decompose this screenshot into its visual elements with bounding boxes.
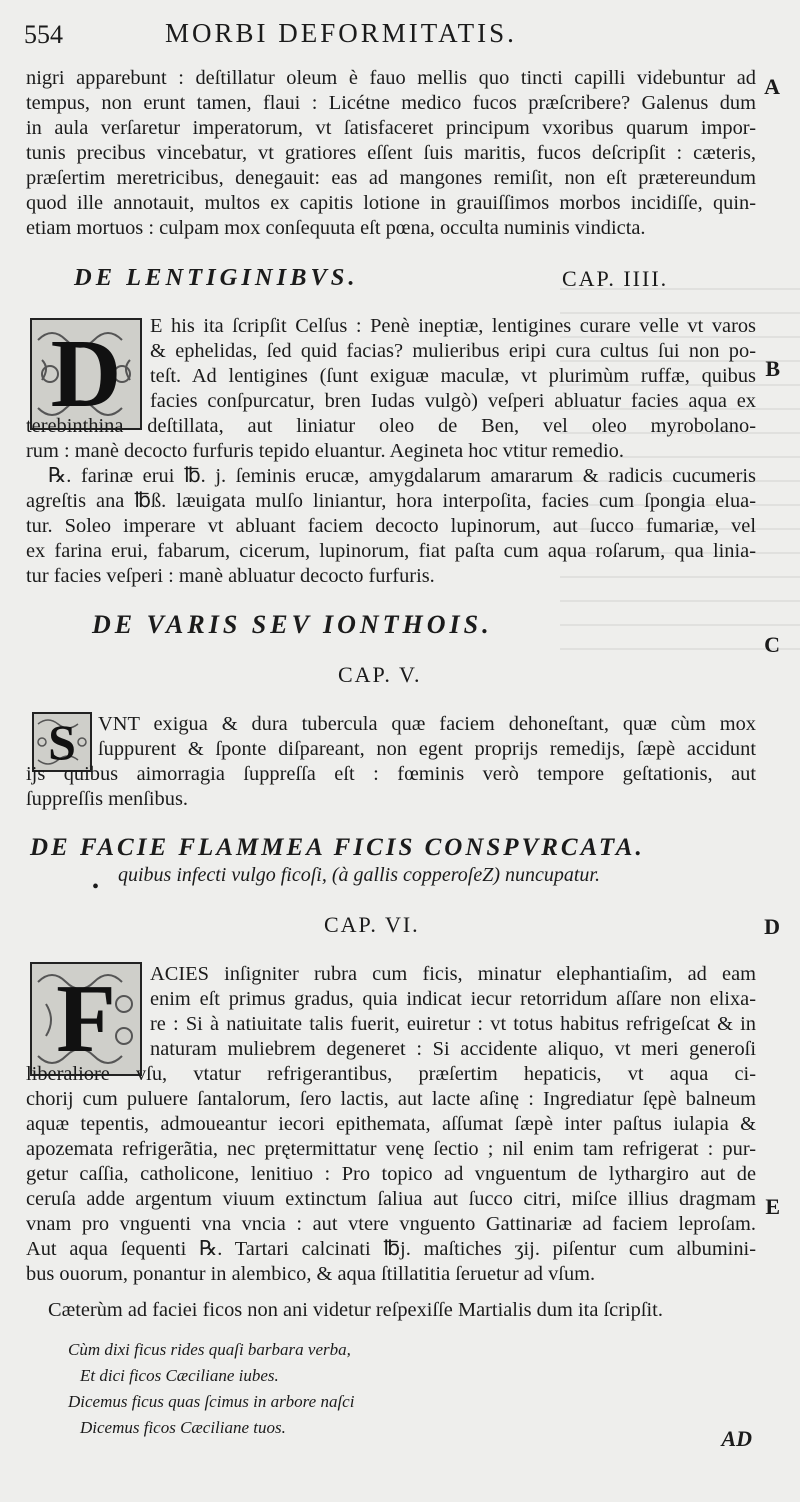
text-line: ex farina erui, fabarum, cicerum, lupinorum, fiat paſta cum aqua roſarum, qua linia- — [26, 540, 756, 562]
catchword: AD — [721, 1426, 752, 1451]
margin-letter-e: E — [765, 1194, 780, 1219]
stray-mark: • — [92, 876, 100, 898]
text-line: bus ouorum, ponantur in alembico, & aqua ſtillatitia ſeruetur ad vſum. — [26, 1263, 596, 1285]
running-title: MORBI DEFORMITATIS. — [165, 18, 517, 48]
verse-line: Dicemus ficos Cæciliane tuos. — [80, 1418, 286, 1437]
verse-line: Cùm dixi ficus rides quaſi barbara verba, — [68, 1340, 351, 1359]
text-line: ACIES inſigniter rubra cum ficis, minatur elephantiaſim, ad eam — [150, 963, 756, 985]
chapter-number-5: CAP. V. — [338, 662, 422, 687]
text-line: apozemata refrigerãtia, nec prętermittatur venę ſectio ; nil enim tam refrigerat : pur- — [26, 1138, 756, 1160]
lentigines-paragraph-2 — [26, 464, 756, 589]
section-heading-varis: DE VARIS SEV IONTHOIS. — [92, 610, 493, 639]
text-line: re : Si à natiuitate talis fuerit, euiretur : vt totus habitus refrigeſcat & in — [150, 1013, 756, 1035]
text-line: & ephelidas, ſed quid facias? mulieribus eripi cura cultus ſui non po- — [150, 340, 756, 362]
text-line: in aula verſaretur imperatorum, vt ſatisfaceret principum vxoribus quarum impor- — [26, 117, 756, 139]
text-line: etiam mortuos : culpam mox conſequuta eſt pœna, occulta numinis vindicta. — [26, 217, 646, 239]
text-line: tempus, non erunt tamen, flaui : Licétne medico fucos præſcribere? Galenus dum — [26, 92, 756, 114]
lentigines-paragraph-1-cont — [26, 414, 756, 464]
text-line: naturam muliebrem degeneret : Si accidente aliquo, vt meri generoſi — [150, 1038, 756, 1060]
text-line: facies conſpurcatur, bren Iudas vulgò) veſperi abluatur facies aqua ex — [150, 390, 756, 412]
facie-paragraph-2 — [48, 1298, 756, 1323]
martial-epigram — [68, 1337, 354, 1441]
text-line: ſuppreſſis menſibus. — [26, 788, 188, 810]
text-line: agreſtis ana ℔ß. læuigata mulſo liniantur, hora interpoſita, facies cum ſpongia elua- — [26, 490, 756, 512]
text-line: rum : manè decocto furfuris tepido eluantur. Aegineta hoc vtitur remedio. — [26, 440, 624, 462]
section-heading-facie: DE FACIE FLAMMEA FICIS CONSPVRCATA. — [30, 834, 645, 861]
intro-paragraph — [26, 66, 756, 241]
text-line: Cæterùm ad faciei ficos non ani videtur reſpexiſſe Martialis dum ita ſcripſit. — [48, 1299, 663, 1321]
text-line: ijs quibus aimorragia ſuppreſſa eſt : fœminis verò tempore geſtationis, aut — [26, 763, 756, 785]
text-line: liberaliore vſu, vtatur refrigerantibus, præſertim hepaticis, vt aqua ci- — [26, 1063, 756, 1085]
varis-paragraph — [98, 712, 756, 762]
verse-line: Dicemus ficus quas ſcimus in arbore naſci — [68, 1392, 355, 1411]
verse-line: Et dici ficos Cæciliane iubes. — [80, 1366, 279, 1385]
lentigines-paragraph-1 — [150, 314, 756, 414]
text-line: præſertim meretricibus, denegauit: eas ad mangones remiſit, non eſt prætereundum — [26, 167, 756, 189]
text-line: vnam pro vnguenti vna vncia : aut vtere vnguento Gattinariæ ad faciem leproſam. — [26, 1213, 756, 1235]
text-line: ceruſa adde argentum viuum extinctum ſaliua aut ſucco citri, miſce illius dragmam — [26, 1188, 756, 1210]
facie-paragraph-1 — [150, 962, 756, 1062]
text-line: getur caſſia, catholicone, lenitiuo : Pro topico ad vnguentum de lythargiro aut de — [26, 1163, 756, 1185]
text-line: VNT exigua & dura tubercula quæ faciem dehoneſtant, quæ cùm mox — [98, 713, 756, 735]
text-line: ſuppurent & ſponte diſpareant, non egent proprijs remedijs, ſæpè accidunt — [98, 738, 756, 760]
margin-letter-a: A — [764, 74, 780, 99]
decorated-initial-f — [30, 962, 142, 1076]
chapter-number-6: CAP. VI. — [324, 912, 420, 937]
margin-letter-c: C — [764, 632, 780, 657]
text-line: nigri apparebunt : deſtillatur oleum è fauo mellis quo tincti capilli videbuntur ad — [26, 67, 756, 89]
text-line: tur facies veſperi : manè abluatur decocto furfuris. — [26, 565, 435, 587]
text-line: Aut aqua ſequenti ℞. Tartari calcinati ℔j. maſtiches ʒij. piſentur cum albumini- — [26, 1238, 756, 1260]
text-line: chorij cum puluere ſantalorum, ſero lactis, aut lacte aſinę : Ingrediatur ſępè balneum — [26, 1088, 756, 1110]
text-line: tur. Soleo imperare vt abluant faciem decocto lupinorum, aut ſucco fumariæ, vel — [26, 515, 756, 537]
initial-letter: D — [50, 320, 122, 428]
text-line: quod ille annotauit, multos ex capitis lotione in grauiſſimos morbos incidiſſe, quin- — [26, 192, 756, 214]
margin-letter-d: D — [764, 914, 780, 939]
text-line: tunis precibus vincebatur, vt gratiores eſſent ſuis maritis, fucos deſcripſit : cæteris, — [26, 142, 756, 164]
text-line: aquæ tepentis, admoueantur iecori epithemata, aſſumat ſæpè inter paſtus iulapia & — [26, 1113, 756, 1135]
text-line: ℞. farinæ erui ℔. j. ſeminis erucæ, amygdalarum amararum & radicis cucumeris — [48, 465, 756, 487]
margin-letter-b: B — [765, 356, 780, 381]
section-heading-lentigines: DE LENTIGINIBVS. — [74, 264, 359, 291]
section-subheading-facie: quibus infecti vulgo ficoſi, (à gallis copperoſeZ) nuncupatur. — [118, 864, 600, 886]
text-line: terebinthina deſtillata, aut liniatur oleo de Ben, vel oleo myrobolano- — [26, 415, 756, 437]
text-line: E his ita ſcripſit Celſus : Penè ineptiæ, lentigines curare velle vt varos — [150, 315, 756, 337]
text-line: enim eſt primus gradus, quia indicat iecur retorridum aſſare non elixa- — [150, 988, 756, 1010]
facie-paragraph-1-cont — [26, 1062, 756, 1287]
initial-letter: F — [56, 965, 116, 1073]
varis-paragraph-cont — [26, 762, 756, 812]
page-number: 554 — [24, 20, 63, 49]
text-line: teſt. Ad lentigines (ſunt exiguæ maculæ, vt plurimùm ruffæ, quibus — [150, 365, 756, 387]
initial-letter: S — [48, 714, 76, 770]
chapter-number-4: CAP. IIII. — [562, 266, 669, 291]
